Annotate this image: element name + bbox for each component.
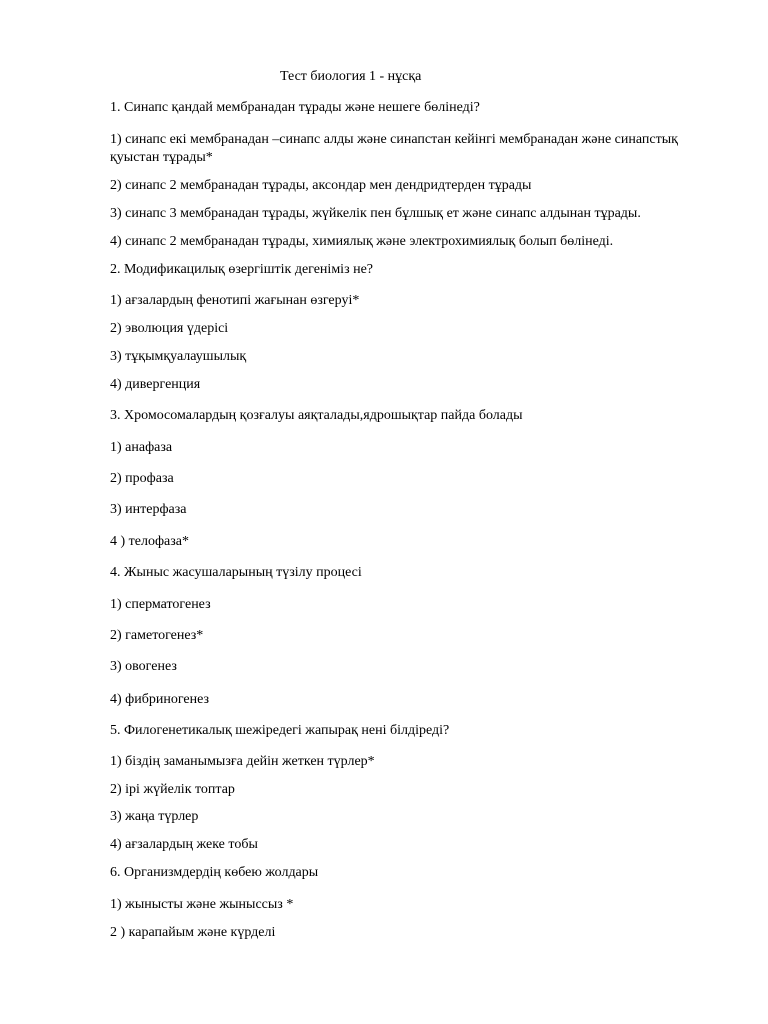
question-2: 2. Модификацилық өзергіштік дегеніміз не? (110, 262, 374, 277)
q6-answer-2: 2 ) карапайым және күрделі (110, 925, 276, 940)
question-3: 3. Хромосомалардың қозғалуы аяқталады,ядрошықтар пайда болады (110, 408, 523, 423)
q1-answer-4: 4) синапс 2 мембранадан тұрады, химиялық және электрохимиялық болып бөлінеді. (110, 234, 614, 249)
q6-answer-1: 1) жынысты және жыныссыз * (110, 897, 294, 912)
q5-answer-1: 1) біздің заманымызға дейін жеткен түрлер* (110, 754, 375, 769)
question-1: 1. Синапс қандай мембранадан тұрады және нешеге бөлінеді? (110, 100, 480, 115)
q2-answer-2: 2) эволюция үдерісі (110, 321, 229, 336)
q4-answer-2: 2) гаметогенез* (110, 628, 204, 643)
q4-answer-3: 3) овогенез (110, 659, 177, 674)
q1-answer-2: 2) синапс 2 мембранадан тұрады, аксондар мен дендридтерден тұрады (110, 178, 532, 193)
q4-answer-1: 1) сперматогенез (110, 597, 211, 612)
q2-answer-4: 4) дивергенция (110, 377, 201, 392)
question-5: 5. Филогенетикалық шежіредегі жапырақ нені білдіреді? (110, 723, 450, 738)
q2-answer-3: 3) тұқымқуалаушылық (110, 349, 247, 364)
q5-answer-4: 4) ағзалардың жеке тобы (110, 837, 258, 852)
question-4: 4. Жыныс жасушаларының түзілу процесі (110, 565, 362, 580)
q3-answer-2: 2) профаза (110, 471, 174, 486)
q1-answer-1: 1) синапс екі мембранадан –синапс алды және синапстан кейінгі мембранадан және синапстық қуыстан тұрады* (110, 132, 678, 165)
q4-answer-4: 4) фибриногенез (110, 692, 210, 707)
q1-answer-3: 3) синапс 3 мембранадан тұрады, жүйкелік пен бұлшық ет және синапс алдынан тұрады. (110, 206, 641, 221)
q3-answer-4: 4 ) телофаза* (110, 534, 190, 549)
q3-answer-1: 1) анафаза (110, 440, 173, 455)
q5-answer-2: 2) ірі жүйелік топтар (110, 782, 235, 797)
document-title: Тест биология 1 - нұсқа (280, 69, 422, 84)
q3-answer-3: 3) интерфаза (110, 502, 187, 517)
q2-answer-1: 1) ағзалардың фенотипі жағынан өзгеруі* (110, 293, 360, 308)
q5-answer-3: 3) жаңа түрлер (110, 809, 199, 824)
question-6: 6. Организмдердің көбею жолдары (110, 865, 319, 880)
